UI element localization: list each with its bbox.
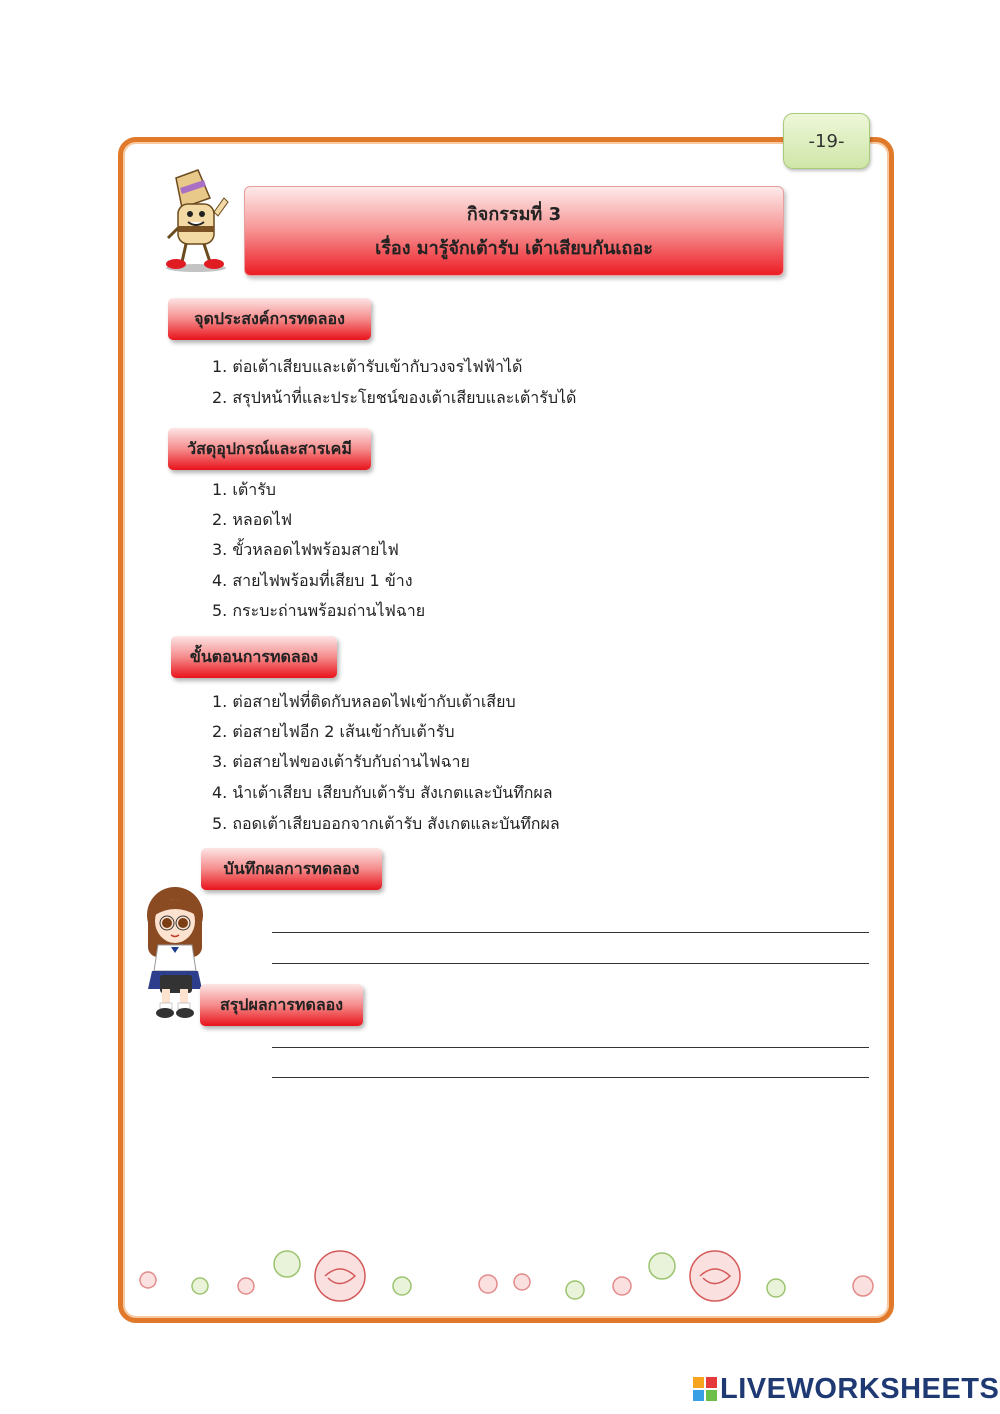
materials-heading: วัสดุอุปกรณ์และสารเคมี	[168, 428, 371, 470]
results-heading: บันทึกผลการทดลอง	[201, 848, 382, 890]
material-item: 4. สายไฟพร้อมที่เสียบ 1 ข้าง	[212, 571, 413, 590]
material-item: 2. หลอดไฟ	[212, 510, 293, 529]
page-number-tab	[783, 113, 870, 169]
activity-title: เรื่อง มารู้จักเต้ารับ เต้าเสียบกันเถอะ	[375, 238, 653, 259]
procedure-step: 3. ต่อสายไฟของเต้ารับกับถ่านไฟฉาย	[212, 752, 470, 771]
objectives-heading: จุดประสงค์การทดลอง	[168, 298, 371, 340]
liveworksheets-logo-icon	[693, 1377, 717, 1401]
brand-name: LIVEWORKSHEETS	[720, 1372, 1000, 1405]
activity-number: กิจกรรมที่ 3	[466, 204, 562, 225]
liveworksheets-brand[interactable]	[693, 1371, 999, 1407]
conclusion-heading: สรุปผลการทดลอง	[200, 984, 363, 1026]
material-item: 5. กระบะถ่านพร้อมถ่านไฟฉาย	[212, 601, 426, 620]
objective-item: 1. ต่อเต้าเสียบและเต้ารับเข้ากับวงจรไฟฟ้าได้	[212, 357, 523, 376]
pencil-mascot-illustration	[158, 168, 238, 274]
procedure-step: 2. ต่อสายไฟอีก 2 เส้นเข้ากับเต้ารับ	[212, 722, 455, 741]
material-item: 3. ขั้วหลอดไฟพร้อมสายไฟ	[212, 540, 399, 559]
conclusion-answer-line[interactable]	[272, 1077, 869, 1078]
material-item: 1. เต้ารับ	[212, 480, 276, 499]
procedure-step: 4. นำเต้าเสียบ เสียบกับเต้ารับ สังเกตและบันทึกผล	[212, 783, 553, 802]
activity-title-box	[244, 186, 784, 276]
objective-item: 2. สรุปหน้าที่และประโยชน์ของเต้าเสียบและเต้ารับได้	[212, 388, 577, 407]
procedure-heading: ขั้นตอนการทดลอง	[171, 636, 337, 678]
procedure-step: 1. ต่อสายไฟที่ติดกับหลอดไฟเข้ากับเต้าเสียบ	[212, 692, 516, 711]
ornaments-decoration	[130, 1240, 880, 1310]
procedure-step: 5. ถอดเต้าเสียบออกจากเต้ารับ สังเกตและบันทึกผล	[212, 814, 560, 833]
conclusion-answer-line[interactable]	[272, 1047, 869, 1048]
results-answer-line[interactable]	[272, 932, 869, 933]
page-number: -19-	[808, 130, 845, 152]
results-answer-line[interactable]	[272, 963, 869, 964]
